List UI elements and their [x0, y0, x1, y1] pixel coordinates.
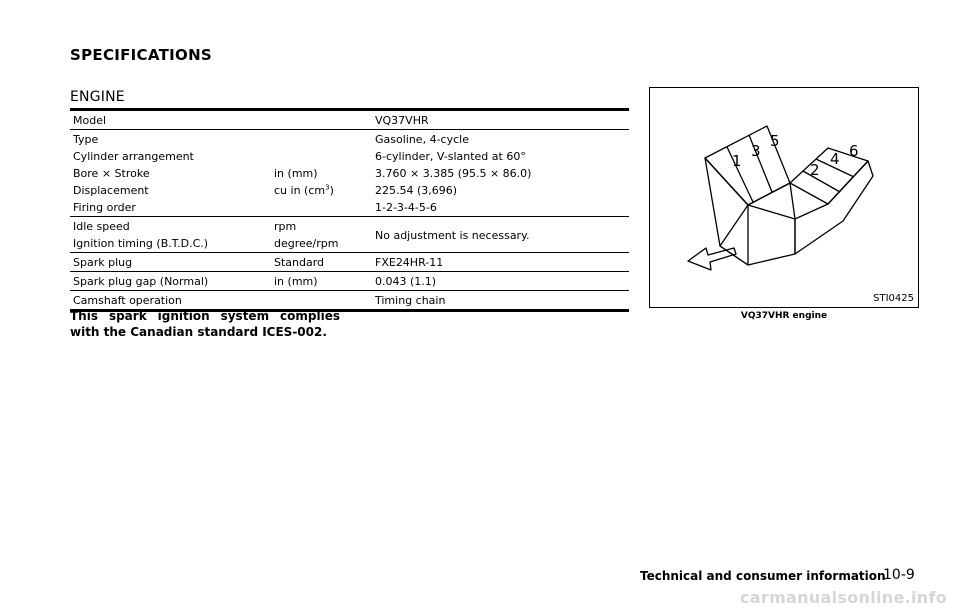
spec-group-spark-plug — [70, 253, 629, 272]
spec-unit — [274, 112, 375, 129]
watermark-text: carmanualsonline.info — [740, 588, 948, 607]
section-heading: ENGINE — [70, 89, 125, 105]
footer-section-title: Technical and consumer information — [640, 569, 886, 583]
right-bank-face — [795, 161, 873, 254]
spec-unit: in (mm) — [274, 167, 318, 180]
note-line: This spark ignition system complies — [70, 309, 340, 323]
engine-block-front — [720, 183, 795, 265]
spec-label: Model — [73, 114, 107, 127]
spec-unit: degree/rpm — [274, 237, 339, 250]
engine-figure — [649, 87, 919, 308]
spec-group-engine-basics — [70, 130, 629, 217]
spec-label: Ignition timing (B.T.D.C.) — [73, 237, 209, 250]
spec-label: Bore × Stroke — [73, 167, 150, 180]
engine-diagram — [650, 88, 918, 307]
cylinder-number: 3 — [751, 142, 761, 160]
footer-page-number: 10-9 — [883, 567, 915, 583]
spec-value: 3.760 × 3.385 (95.5 × 86.0) — [375, 167, 532, 180]
cylinder-number: 4 — [830, 150, 840, 168]
spec-unit: in (mm) — [274, 275, 318, 288]
spec-label: Camshaft operation — [73, 294, 182, 307]
spec-value: 0.043 (1.1) — [375, 275, 437, 288]
cylinder-number: 2 — [810, 161, 820, 179]
spec-unit: rpm — [274, 220, 297, 233]
spec-unit-suffix: ) — [329, 184, 334, 197]
ices-compliance-note — [70, 308, 340, 340]
spec-unit — [274, 148, 375, 165]
engine-spec-table — [70, 108, 629, 312]
spec-unit — [274, 199, 375, 216]
spec-label: Spark plug — [73, 256, 133, 269]
spec-group-idle-ignition — [70, 217, 629, 253]
cylinder-number: 1 — [732, 152, 742, 170]
spec-group-plug-gap — [70, 272, 629, 291]
spec-value: 6-cylinder, V-slanted at 60° — [375, 150, 526, 163]
spec-value: Gasoline, 4-cycle — [375, 133, 469, 146]
spec-value: 1-2-3-4-5-6 — [375, 201, 437, 214]
spec-value: FXE24HR-11 — [375, 256, 444, 269]
left-bank-face — [705, 158, 748, 265]
spec-value: 225.54 (3,696) — [375, 184, 458, 197]
spec-label: Firing order — [73, 201, 136, 214]
spec-unit-displacement — [274, 182, 375, 199]
spec-unit — [274, 292, 375, 309]
spec-group-model — [70, 111, 629, 130]
cylinder-number: 5 — [770, 132, 780, 150]
spec-label: Type — [73, 133, 99, 146]
spec-value: VQ37VHR — [375, 114, 429, 127]
cylinder-number: 6 — [849, 142, 859, 160]
spec-unit-superscript: 3 — [325, 183, 330, 192]
spec-label: Cylinder arrangement — [73, 150, 194, 163]
spec-label: Displacement — [73, 184, 149, 197]
figure-caption: VQ37VHR engine — [740, 311, 828, 321]
note-line: with the Canadian standard ICES-002. — [70, 325, 327, 339]
spec-group-camshaft — [70, 291, 629, 309]
page-heading: SPECIFICATIONS — [70, 46, 213, 64]
spec-unit-text: cu in (cm — [274, 184, 326, 197]
figure-code: STI0425 — [873, 293, 914, 304]
spec-value: Timing chain — [375, 294, 446, 307]
spec-label: Idle speed — [73, 220, 130, 233]
spec-value-merged: No adjustment is necessary. — [375, 228, 530, 242]
spec-label: Spark plug gap (Normal) — [73, 275, 209, 288]
spec-unit — [274, 131, 375, 148]
spec-unit: Standard — [274, 256, 325, 269]
